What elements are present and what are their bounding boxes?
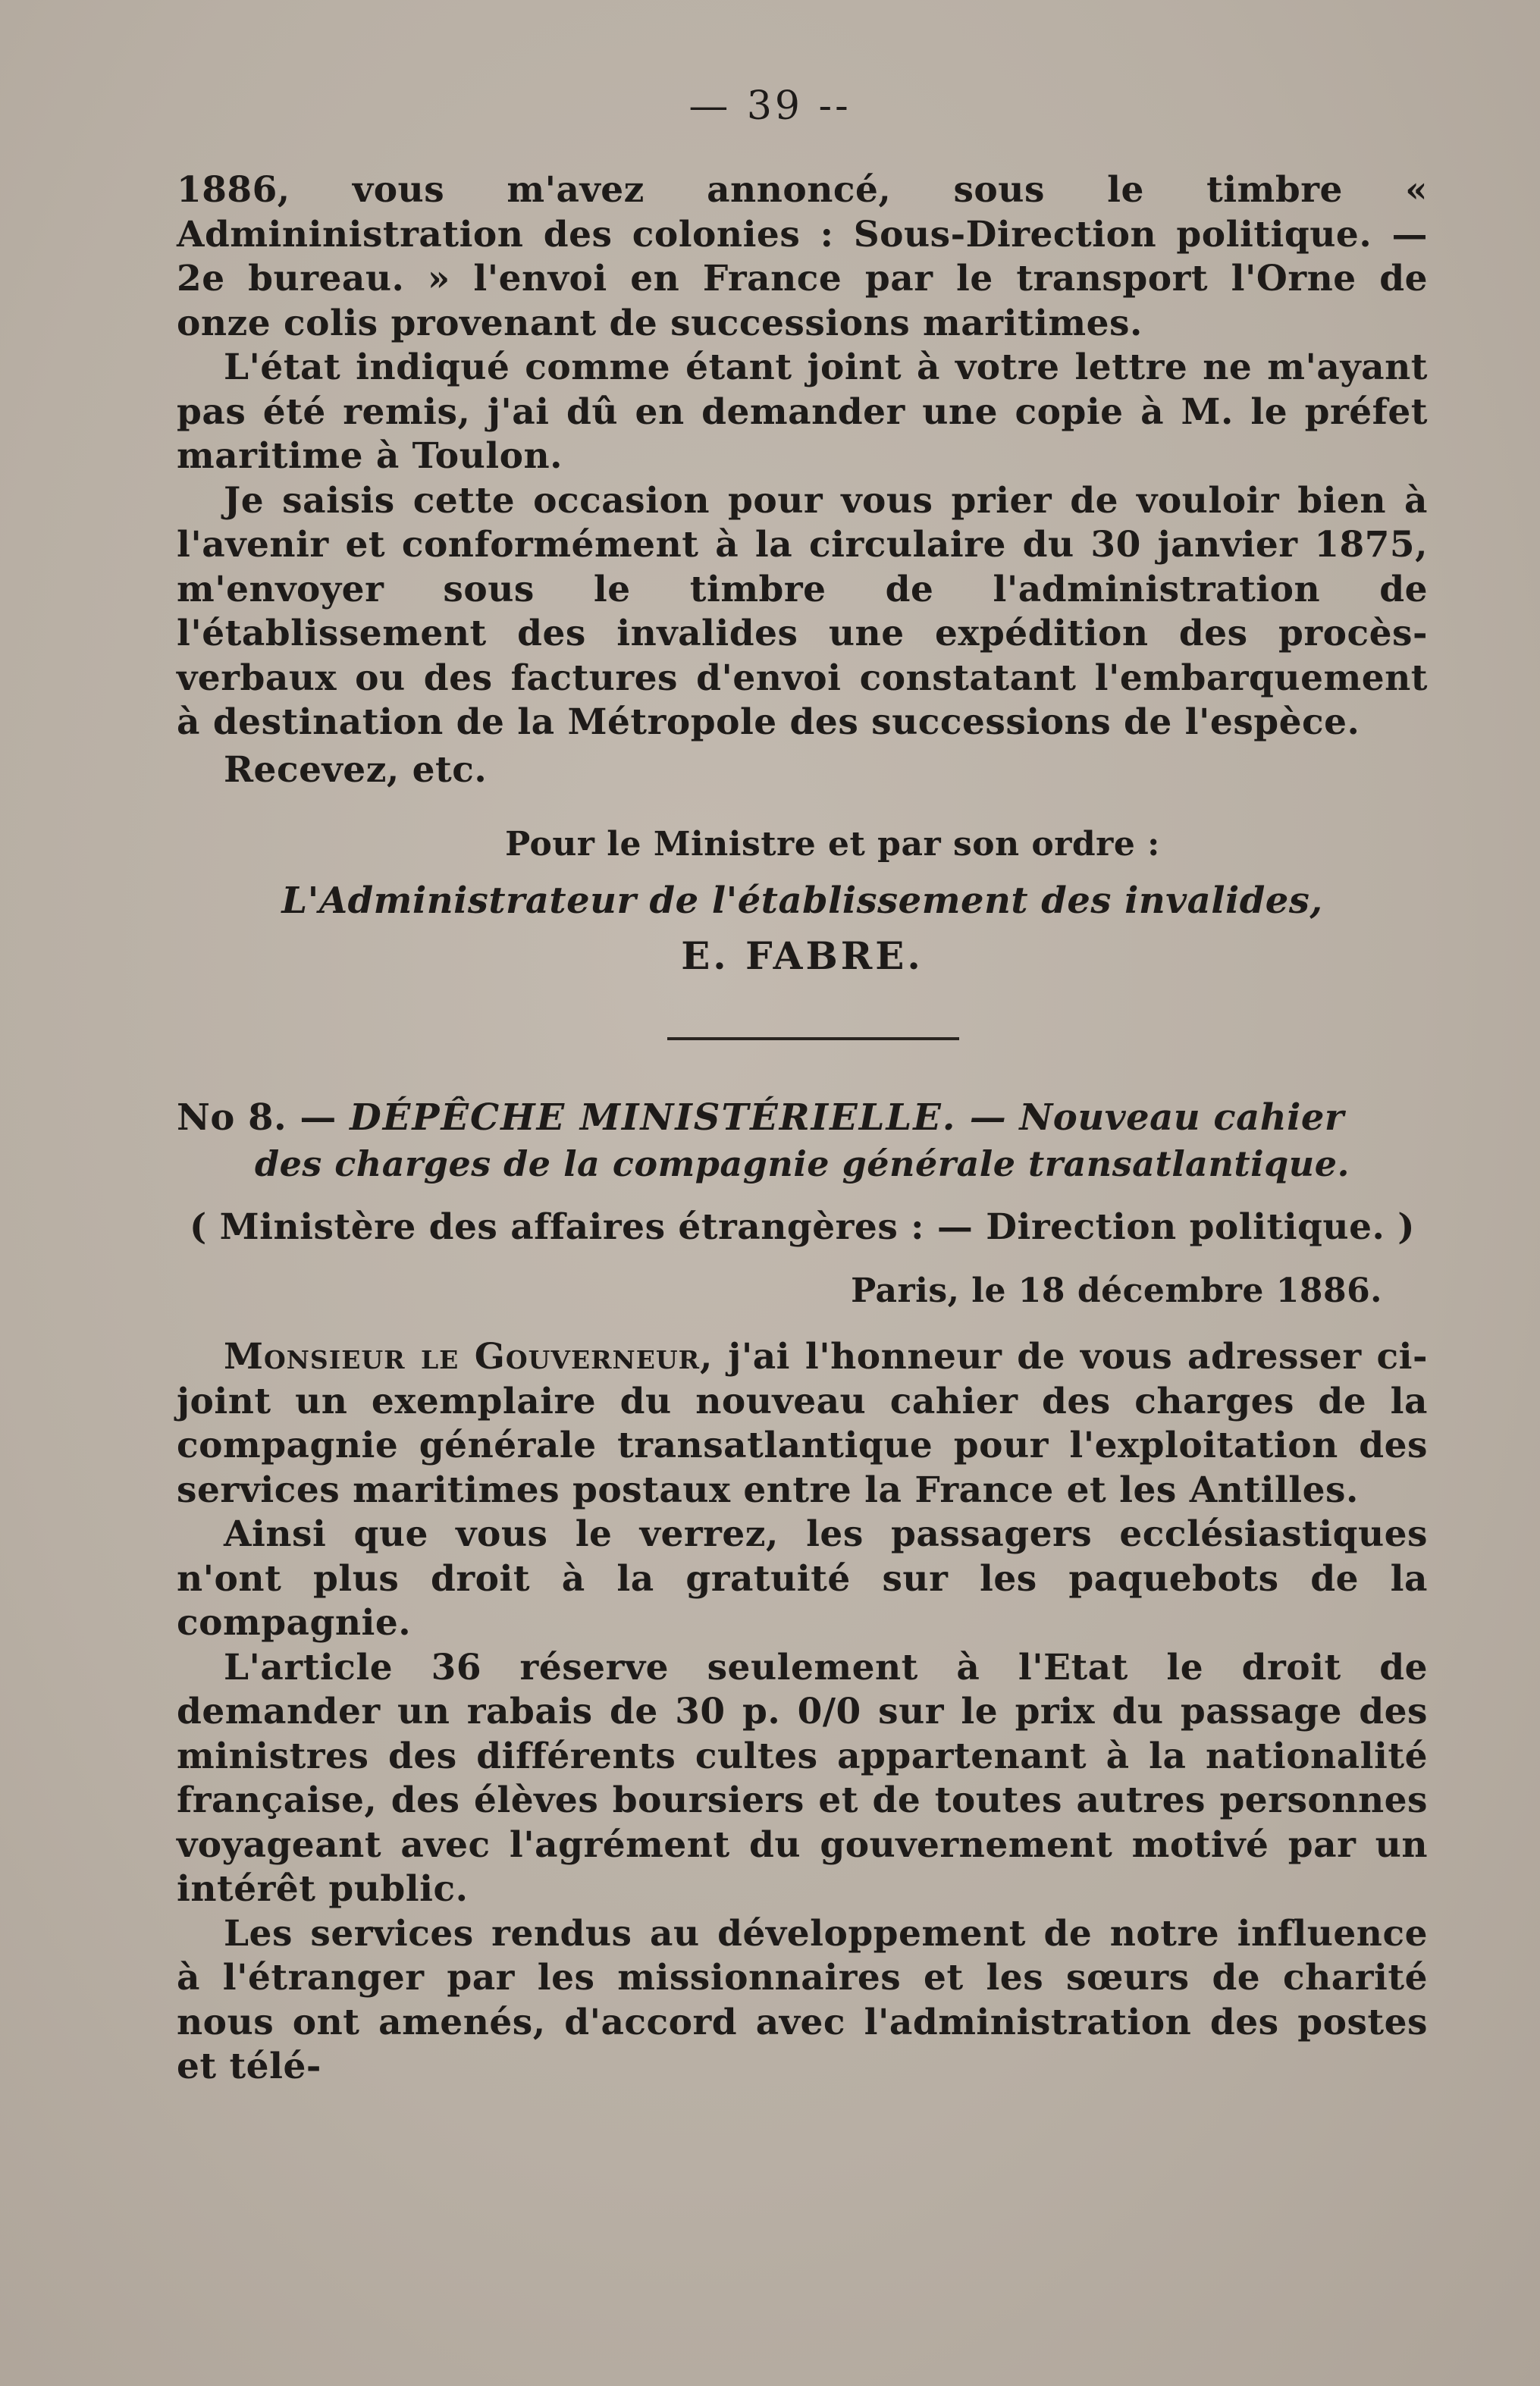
dispatch-number: No 8. — (177, 1096, 337, 1139)
dispatch-section (177, 1094, 1428, 2090)
salutation: Monsieur le Gouverneur, (224, 1336, 714, 1378)
ministry-line: ( Ministère des affaires étrangères : — Direction politique. ) (190, 1206, 1415, 1248)
page-number: — 39 -- (688, 83, 852, 129)
dateline: Paris, le 18 décembre 1886. (851, 1271, 1382, 1310)
dispatch-paragraph-4: Les services rendus au développement de notre influence à l'étranger par les missionnaires et les sœurs de charité nous ont amenés, d'accord avec l'administration des postes et télé- (177, 1912, 1428, 2087)
section-divider (667, 1037, 959, 1040)
dispatch-title: DÉPÊCHE MINISTÉRIELLE. (350, 1096, 957, 1139)
letter1-paragraph-1: 1886, vous m'avez annoncé, sous le timbre « Admininistration des colonies : Sous-Direction politique. — 2e bureau. » l'envoi en France par le transport l'Orne de onze colis provenant de successions maritimes. (177, 169, 1428, 344)
dispatch-heading (177, 1094, 1428, 1141)
letter1-closing: Recevez, etc. (224, 748, 488, 791)
dispatch-subject-part2: des charges de la compagnie générale transatlantique. (254, 1143, 1350, 1184)
dispatch-subject-part1: — Nouveau cahier (969, 1096, 1344, 1139)
dispatch-paragraph-2: Ainsi que vous le verrez, les passagers ecclésiastiques n'ont plus droit à la gratuité sur les paquebots de la compagnie. (177, 1513, 1428, 1644)
letter1-paragraph-3: Je saisis cette occasion pour vous prier de vouloir bien à l'avenir et conformément à la circulaire du 30 janvier 1875, m'envoyer sous le timbre de l'administration de l'établissement des invalides une expédition des procès-verbaux ou des factures d'envoi constatant l'embarquement à destination de la Métropole des successions de l'espèce. (177, 479, 1428, 743)
dispatch-paragraph-1 (177, 1335, 1428, 1513)
signer-name: E. FABRE. (681, 933, 924, 978)
dispatch-paragraph-1-body: j'ai l'honneur de vous adresser ci-joint un exemplaire du nouveau cahier des charges de la compagnie générale transatlantique pour l'exploitation des services maritimes postaux entre la France et les Antilles. (177, 1336, 1428, 1511)
on-behalf-line: Pour le Ministre et par son ordre : (505, 825, 1160, 864)
signature-block (177, 823, 1428, 979)
letter1-paragraph-2: L'état indiqué comme étant joint à votre lettre ne m'ayant pas été remis, j'ai dû en demander une copie à M. le préfet maritime à Toulon. (177, 346, 1428, 477)
dispatch-paragraph-3: L'article 36 réserve seulement à l'Etat le droit de demander un rabais de 30 p. 0/0 sur le prix du passage des ministres des différents cultes appartenant à la nationalité française, des élèves boursiers et de toutes autres personnes voyageant avec l'agrément du gouvernement motivé par un intérêt public. (177, 1646, 1428, 1910)
letter-continuation (177, 168, 1428, 792)
signer-title: L'Administrateur de l'établissement des invalides, (281, 879, 1323, 922)
